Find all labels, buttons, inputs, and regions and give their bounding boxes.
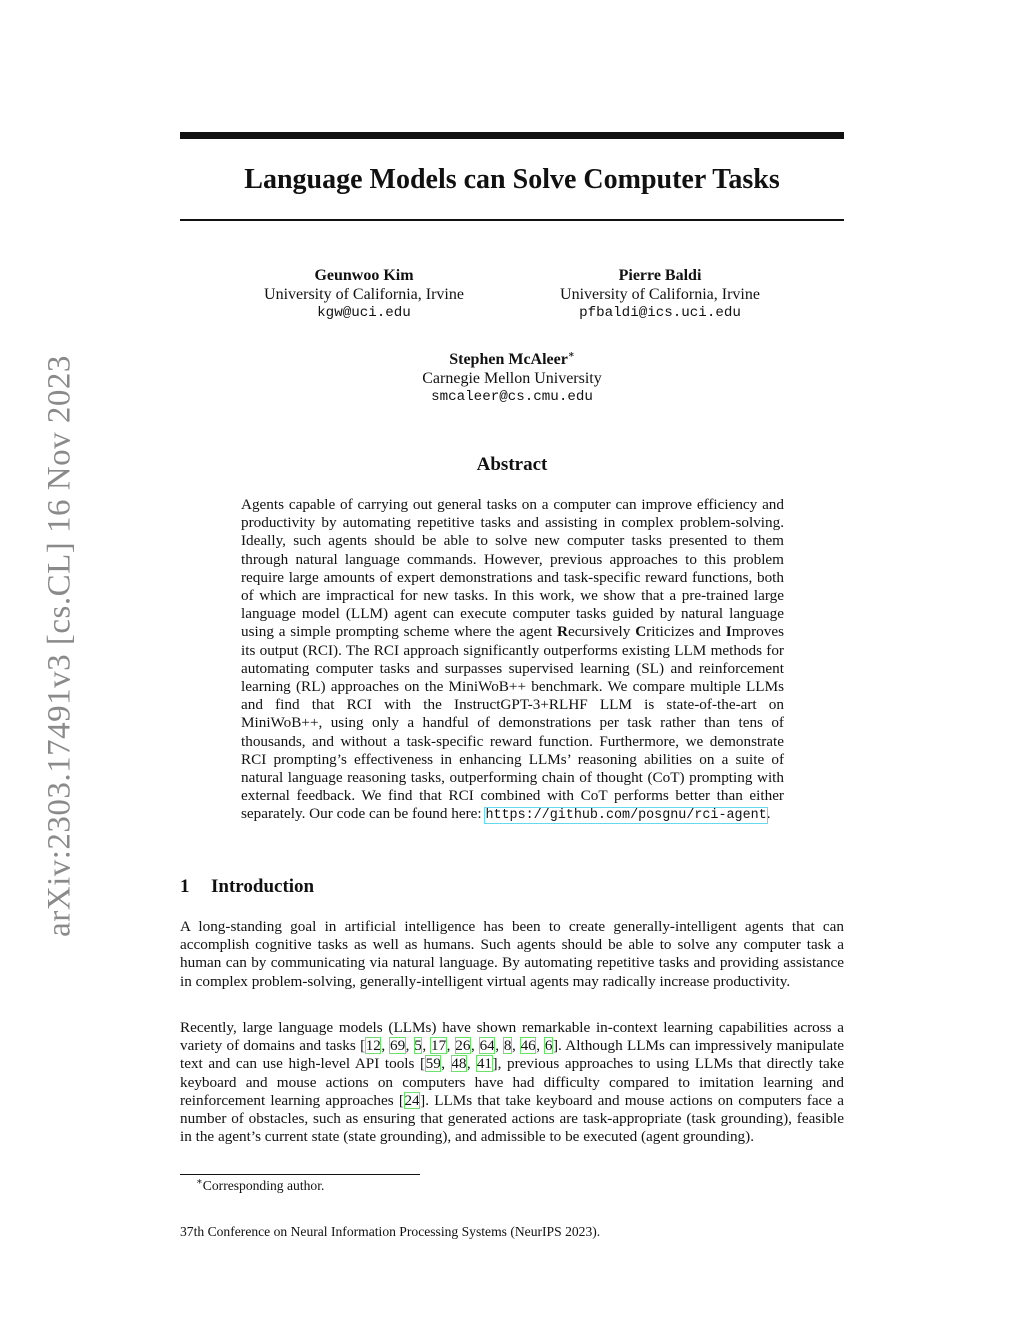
citation-link[interactable]: 46 [520,1037,536,1055]
citation-link[interactable]: 64 [479,1037,495,1055]
section-heading-introduction [180,876,844,898]
author-affiliation: Carnegie Mellon University [422,369,602,387]
intro-paragraph-2: Recently, large language models (LLMs) have shown remarkable in-context learning capabilities across a variety of domains and tasks [12, 69, 5, 17, 26, 64, 8, 46, 6]. Although LLMs can impressively manipulate text and can use high-level API tools [59, 48, 41], previous approaches to using LLMs that directly take keyboard and mouse actions on computers have had difficulty compared to imitation learning and reinforcement learning approaches [24]. LLMs that take keyboard and mouse actions on computers face a number of obstacles, such as ensuring that generated actions are task-appropriate (task grounding), feasible in the agent’s current state (state grounding), and admissible to be executed (agent grounding). [180,1019,845,1146]
author-affiliation: University of California, Irvine [264,285,464,303]
title-bottom-rule [180,219,844,221]
section-number: 1 [180,876,190,897]
author-block-kim [238,267,490,323]
abstract-text [241,496,784,826]
citation-link[interactable]: 26 [455,1037,471,1055]
arxiv-identifier-stamp: arXiv:2303.17491v3 [cs.CL] 16 Nov 2023 [41,355,78,937]
citation-link[interactable]: 24 [404,1091,420,1109]
author-block-mcaleer [382,351,642,407]
citation-link[interactable]: 6 [544,1037,553,1055]
corresponding-author-mark: ∗ [567,349,575,361]
author-email: pfbaldi@ics.uci.edu [579,305,741,321]
citation-link[interactable]: 12 [365,1037,381,1055]
paragraph-text-part: ]. LLMs that take keyboard and mouse actions on computers face a number of obstacles, such as ensuring that generated actions are task-appropriate (task grounding), feasible in the agent’s current state (state grounding), and admissible to be executed (agent grounding). [180,1091,844,1146]
footnote-mark: ∗ [196,1176,203,1188]
abstract-heading: Abstract [476,454,548,475]
citation-link[interactable]: 41 [476,1055,493,1073]
abstract-text-part: Agents capable of carrying out general tasks on a computer can improve efficiency and productivity by automating repetitive tasks and assisting in complex problem-solving. Ideally, such agents should be able to solve new computer tasks presented to them through natural language commands. However, previous approaches to this problem require large amounts of expert demonstrations and task-specific reward functions, both of which are impractical for new tasks. In this work, we show that a pre-trained large language model (LLM) agent can execute computer tasks guided by natural language using a simple prompting scheme where the agent [241,496,784,641]
citation-link[interactable]: 8 [503,1037,512,1055]
intro-paragraph-1: A long-standing goal in artificial intelligence has been to create generally-intelligent agents that can accomplish cognitive tasks as well as humans. Such agents should be able to solve any computer task a human can by communicating via natural language. By automating repetitive tasks and providing assistance in complex problem-solving, generally-intelligent virtual agents may radically increase productivity. [180,918,844,990]
author-name-with-mark [382,351,642,370]
citation-link[interactable]: 5 [414,1037,422,1055]
conference-venue-note: 37th Conference on Neural Information Processing Systems (NeurIPS 2023). [180,1224,601,1239]
author-email: smcaleer@cs.cmu.edu [431,389,593,405]
footnote-text: Corresponding author. [202,1178,325,1193]
abstract-text-part: riticizes and [646,623,726,641]
footnote [196,1178,796,1194]
author-name: Geunwoo Kim [314,267,414,284]
abstract-text-part: ecursively [567,623,636,641]
section-title: Introduction [211,876,315,897]
citation-link[interactable]: 17 [430,1037,447,1055]
citation-link[interactable]: 69 [389,1037,406,1055]
author-email: kgw@uci.edu [317,305,411,321]
author-name: Stephen McAleer [449,351,568,368]
paragraph-text-part: Recently, large language models (LLMs) have shown remarkable in-context learning capabilities across a variety of domains and tasks [ [180,1019,844,1055]
rci-acronym-letter: C [635,623,647,641]
citation-link[interactable]: 59 [425,1055,441,1073]
paper-title: Language Models can Solve Computer Tasks [244,164,780,195]
citation-link[interactable]: 48 [451,1055,467,1073]
footnote-separator [180,1174,420,1175]
code-repository-link[interactable]: https://github.com/posgnu/rci-agent [485,808,767,824]
abstract-text-part: . [766,805,771,823]
paragraph-text-part: ], previous approaches to using LLMs that directly take keyboard and mouse actions on computers have had difficulty compared to imitation learning and reinforcement learning approaches [ [180,1055,845,1109]
author-block-baldi [534,267,786,323]
rci-acronym-letter: I [725,623,732,641]
rci-acronym-letter: R [556,623,568,641]
paragraph-text-part: ]. Although LLMs can impressively manipulate text and can use high-level API tools [ [180,1037,845,1073]
abstract-text-part: mproves its output (RCI). The RCI approach significantly outperforms existing LLM methods for automating computer tasks and surpasses supervised learning (SL) and reinforcement learning (RL) approaches on the MiniWoB++ benchmark. We compare multiple LLMs and find that RCI with the InstructGPT-3+RLHF LLM is state-of-the-art on MiniWoB++, using only a handful of demonstrations per task rather than tens of thousands, and without a task-specific reward function. Furthermore, we demonstrate RCI prompting’s effectiveness in enhancing LLMs’ reasoning abilities on a suite of natural language reasoning tasks, outperforming chain of thought (CoT) prompting with external feedback. We find that RCI combined with CoT performs better than either separately. Our code can be found here: [241,623,785,823]
author-affiliation: University of California, Irvine [560,285,760,303]
author-name: Pierre Baldi [618,267,702,284]
title-top-rule [180,132,844,139]
